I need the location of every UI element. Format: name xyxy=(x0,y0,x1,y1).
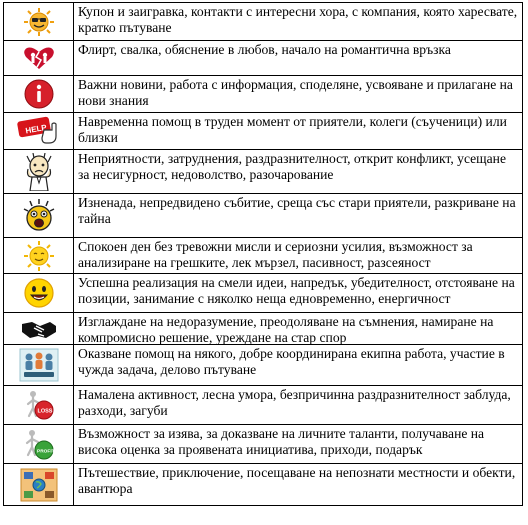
svg-text:LOSS: LOSS xyxy=(37,408,52,415)
meaning-text: Флирт, свалка, обяснение в любов, начало на романтична връзка xyxy=(74,41,523,75)
table-row xyxy=(4,313,523,345)
icon-cell xyxy=(4,76,74,112)
meaning-text: Изглаждане на недоразумение, преодоляване на съмнения, намиране на компромисно решение, уреждане на стар спор xyxy=(74,313,523,344)
meaning-text: Възможност за изява, за доказване на личните таланти, получаване на висока оценка за проявената инициатива, приходи, подарък xyxy=(74,425,523,463)
table-row xyxy=(4,113,523,150)
broken-heart-couple-icon xyxy=(22,45,56,71)
meaning-text: Намалена активност, лесна умора, безпричинна раздразнителност заблуда, разходи, загуби xyxy=(74,386,523,424)
horoscope-meaning-table xyxy=(3,2,523,506)
meaning-text: Неприятности, затруднения, раздразнителност, открит конфликт, усещане за несигурност, недоволство, разочарование xyxy=(74,150,523,193)
info-icon xyxy=(23,78,55,110)
icon-cell xyxy=(4,345,74,385)
energetic-smiley-icon xyxy=(22,276,56,310)
table-row xyxy=(4,41,523,76)
meaning-text: Оказване помощ на някого, добре координирана екипна работа, участие в чужда задача, делово пътуване xyxy=(74,345,523,385)
profit-ball-icon xyxy=(23,427,55,461)
table-row xyxy=(4,345,523,386)
icon-cell xyxy=(4,150,74,193)
meaning-text: Спокоен ден без тревожни мисли и сериозни усилия, възможност за анализиране на грешките, лек мързел, пасивност, разсеяност xyxy=(74,238,523,273)
meaning-text: Успешна реализация на смели идеи, напредък, убедителност, отстояване на позиции, занимание с няколко неща едновременно, енергичност xyxy=(74,274,523,312)
icon-cell xyxy=(4,464,74,505)
icon-cell xyxy=(4,425,74,463)
icon-cell xyxy=(4,238,74,273)
table-row xyxy=(4,76,523,113)
meaning-text: Важни новини, работа с информация, споделяне, усвояване и прилагане на нови знания xyxy=(74,76,523,112)
table-row xyxy=(4,274,523,313)
meaning-text: Изненада, непредвидено събитие, среща със стари приятели, разкриване на тайна xyxy=(74,194,523,237)
travel-adventure-icon xyxy=(20,468,58,502)
table-row xyxy=(4,3,523,41)
table-row xyxy=(4,386,523,425)
table-row xyxy=(4,194,523,238)
icon-cell xyxy=(4,113,74,149)
icon-cell xyxy=(4,41,74,75)
stressed-person-icon xyxy=(24,153,54,191)
table-row xyxy=(4,238,523,274)
table-row xyxy=(4,464,523,506)
teamwork-icon xyxy=(19,348,59,382)
icon-cell xyxy=(4,194,74,237)
icon-cell xyxy=(4,386,74,424)
meaning-text: Купон и заигравка, контакти с интересни хора, с компания, която харесвате, кратко пътуване xyxy=(74,3,523,40)
svg-text:PROFIT: PROFIT xyxy=(36,449,55,455)
meaning-text: Навременна помощ в труден момент от приятели, колеги (съученици) или близки xyxy=(74,113,523,149)
help-key-icon xyxy=(16,116,62,146)
svg-text:HELP: HELP xyxy=(24,122,47,136)
meaning-text: Пътешествие, приключение, посещаване на непознати местности и обекти, авантюра xyxy=(74,464,523,505)
icon-cell xyxy=(4,3,74,40)
calm-sun-icon xyxy=(22,240,56,272)
table-row xyxy=(4,425,523,464)
loss-ball-icon xyxy=(24,388,54,422)
table-row xyxy=(4,150,523,194)
handshake-icon xyxy=(20,316,58,342)
icon-cell xyxy=(4,274,74,312)
surprised-face-icon xyxy=(22,199,56,233)
sunglasses-sun-smiley-icon xyxy=(22,7,56,37)
icon-cell xyxy=(4,313,74,344)
